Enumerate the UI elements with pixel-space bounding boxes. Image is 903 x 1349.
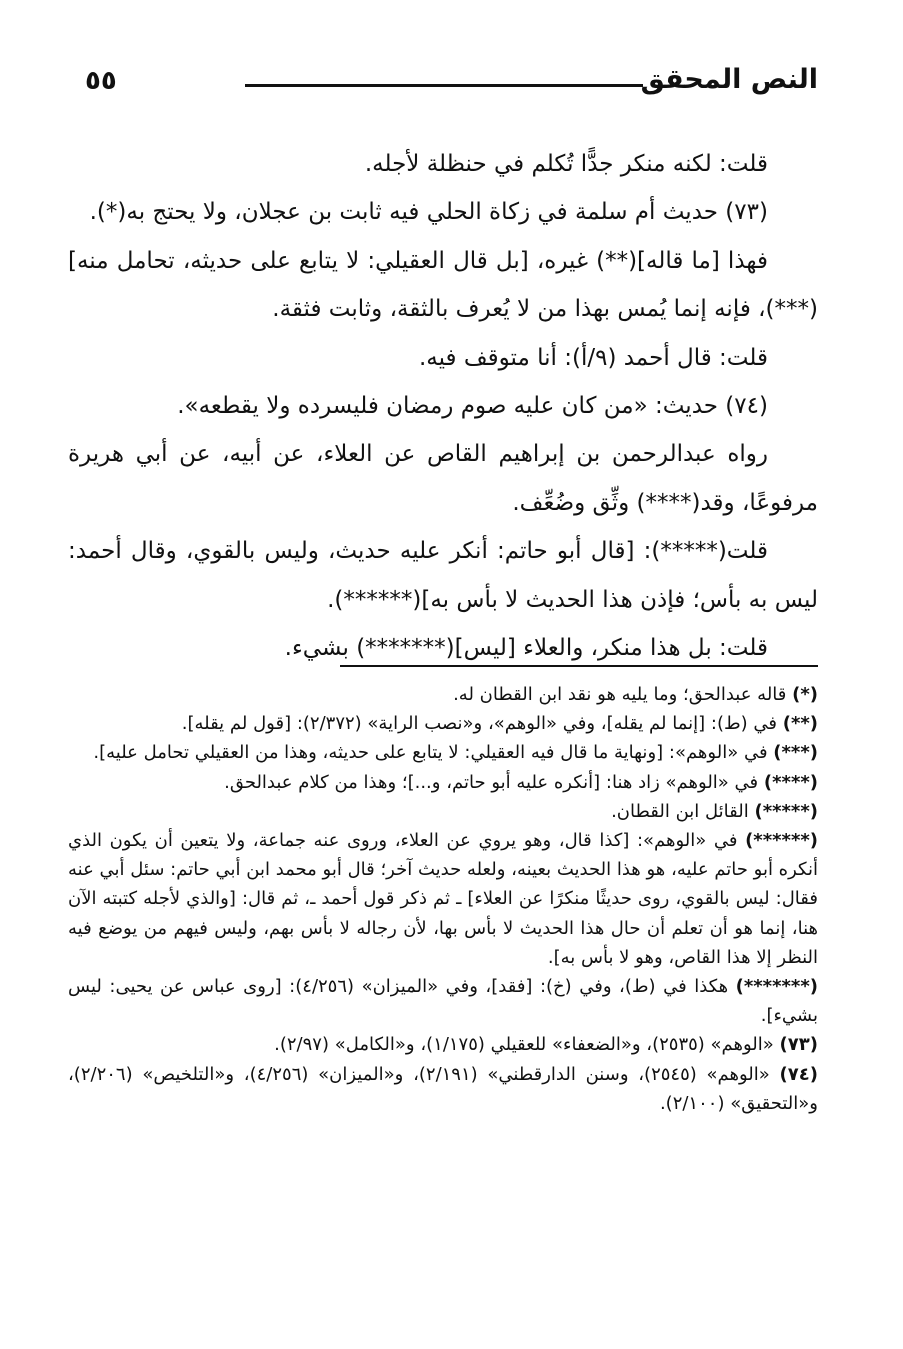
paragraph: رواه عبدالرحمن بن إبراهيم القاص عن العلاء، عن أبيه، عن أبي هريرة مرفوعًا، وقد(****) وثِّق وضُعِّف. — [68, 441, 818, 516]
footnote-separator — [340, 665, 818, 667]
footnote-text: «الوهم» (٢٥٤٥)، وسنن الدارقطني» (٢/١٩١)، و«الميزان» (٤/٢٥٦)، و«التلخيص» (٢/٢٠٦)، و«التحقيق» (٢/١٠٠). — [68, 1063, 818, 1114]
paragraph: قلت(*****): [قال أبو حاتم: أنكر عليه حديث، وليس بالقوي، وقال أحمد: ليس به بأس؛ فإذن هذا الحديث لا بأس به](******). — [68, 538, 818, 613]
main-text — [68, 140, 818, 672]
source-note-73 — [68, 1030, 818, 1059]
footnote-text: في (ط): [إنما لم يقله]، وفي «الوهم»، و«نصب الراية» (٢/٣٧٢): [قول لم يقله]. — [181, 713, 777, 735]
footnote-text: في «الوهم» زاد هنا: [أنكره عليه أبو حاتم، و...]؛ وهذا من كلام عبدالحق. — [224, 771, 759, 793]
footnote-text: القائل ابن القطان. — [611, 800, 749, 822]
footnote-marker: (*) — [792, 684, 818, 705]
footnote — [68, 797, 818, 826]
paragraph: قلت: بل هذا منكر، والعلاء [ليس](*******) بشيء. — [284, 635, 768, 662]
paragraph: قلت: لكنه منكر جدًّا تُكلم في حنظلة لأجله. — [364, 151, 768, 177]
footnote-text: في «الوهم»: [ونهاية ما قال فيه العقيلي: لا يتابع على حديثه، وهذا من العقيلي تحامل عليه]. — [93, 742, 768, 764]
footnote-text: قاله عبدالحق؛ وما يليه هو نقد ابن القطان له. — [453, 684, 787, 705]
footnote-marker: (**) — [782, 713, 818, 735]
footnote-marker: (٧٣) — [779, 1034, 818, 1056]
footnote — [68, 826, 818, 972]
footnote — [68, 709, 818, 738]
footnote-marker: (***) — [773, 742, 818, 764]
footnote — [68, 680, 818, 709]
footnote — [68, 738, 818, 767]
footnote-marker: (******) — [745, 830, 818, 852]
page-number: ٥٥ — [85, 66, 117, 96]
footnote — [68, 768, 818, 797]
paragraph: قلت: قال أحمد (٩/أ): أنا متوقف فيه. — [418, 344, 768, 371]
footnote-marker: (*******) — [735, 976, 818, 998]
header-rule — [245, 84, 643, 87]
footnote-text: «الوهم» (٢٥٣٥)، و«الضعفاء» للعقيلي (١/١٧٥)، و«الكامل» (٢/٩٧). — [274, 1034, 774, 1056]
footnote-marker: (*****) — [754, 800, 818, 822]
footnote-text: في «الوهم»: [كذا قال، وهو يروي عن العلاء، وروى عنه جماعة، ولا يتعين أن يكون الذي أنكره أبو حاتم عليه، هو هذا الحديث بعينه، ولعله حديث آخر؛ قال أبو محمد ابن أبي حاتم: سئل أبي عنه فقال: ليس بالقوي، روى حديثًا منكرًا عن العلاء] ـ ثم ذكر قول أحمد ـ، ثم قال: [والذي لأجله كتبته الآن هنا، إنما هو أن تعلم أن حال هذا الحديث لا بأس بها، لأن رجاله لا بأس بهم، وليس فيهم من يوضع فيه النظر إلا هذا القاص، وهو لا بأس به]. — [68, 830, 818, 968]
page-header — [85, 60, 818, 110]
paragraph-entry-73: (٧٣) حديث أم سلمة في زكاة الحلي فيه ثابت بن عجلان، ولا يحتج به(*). — [89, 199, 768, 226]
footnote-marker: (****) — [763, 771, 818, 793]
running-title: النص المحقق — [640, 64, 818, 95]
footnote — [68, 972, 818, 1030]
paragraph-entry-74: (٧٤) حديث: «من كان عليه صوم رمضان فليسرده ولا يقطعه». — [177, 393, 768, 420]
footnote-marker: (٧٤) — [779, 1063, 818, 1085]
footnote-text: هكذا في (ط)، وفي (خ): [فقد]، وفي «الميزان» (٤/٢٥٦): [روى عباس عن يحيى: ليس بشيء]. — [68, 976, 818, 1027]
paragraph: فهذا [ما قاله](**) غيره، [بل قال العقيلي: لا يتابع على حديثه، تحامل منه](***)، فإنه إنما يُمس بهذا من لا يُعرف بالثقة، وثابت فثقة. — [68, 247, 818, 323]
footnotes — [68, 680, 818, 1118]
source-note-74 — [68, 1060, 818, 1118]
